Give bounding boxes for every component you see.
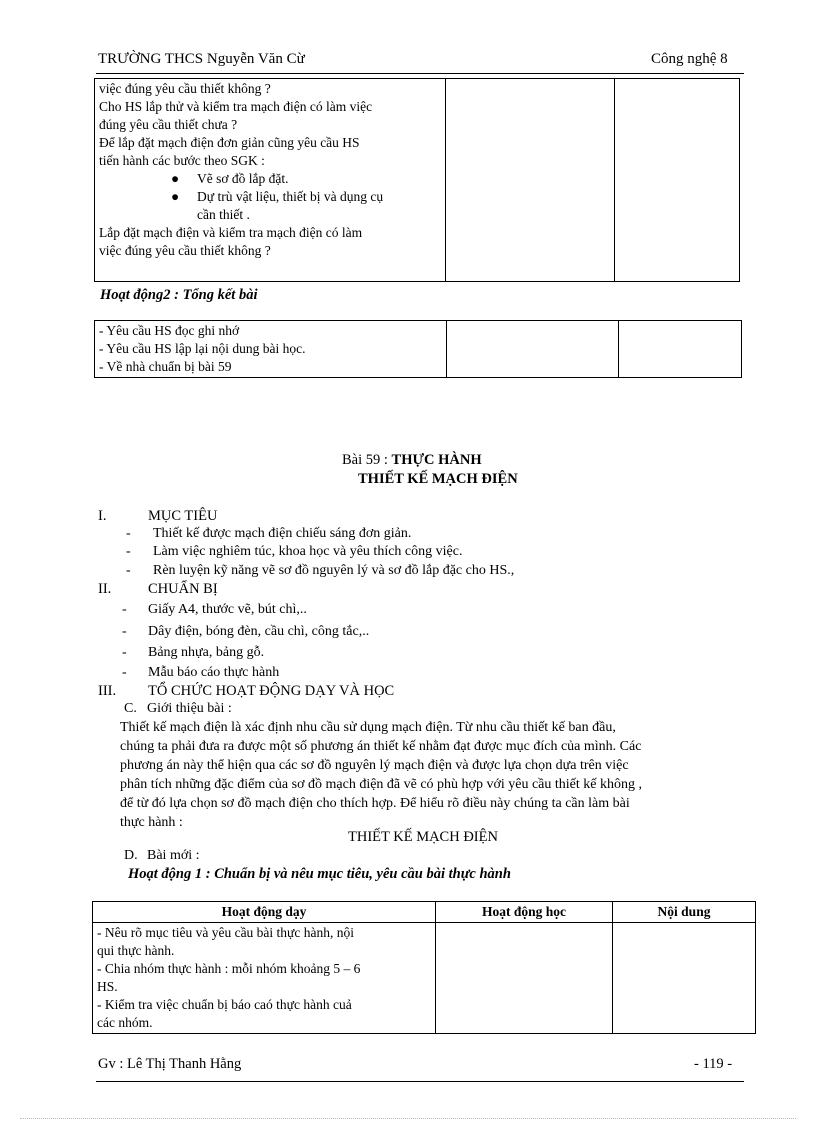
section1-numeral: I.: [98, 508, 107, 524]
table1-line: việc đúng yêu cầu thiết không ?: [99, 243, 271, 258]
activity1-heading: Hoạt động 1 : Chuẩn bị và nêu mục tiêu, yêu cầu bài thực hành: [128, 866, 511, 882]
section2-numeral: II.: [98, 581, 112, 597]
learning-cell: [446, 79, 615, 282]
header-subject: Công nghệ 8: [651, 51, 728, 67]
new-lesson-title: Bài mới :: [147, 848, 200, 863]
intro-title: Giới thiệu bài :: [147, 701, 232, 716]
header-school: TRƯỜNG THCS Nguyễn Văn Cừ: [98, 51, 305, 67]
footer-page-number: - 119 -: [694, 1056, 733, 1072]
bullet-icon: ●: [171, 171, 180, 186]
activity1-learning-cell: [436, 923, 613, 1034]
table3-line: - Chia nhóm thực hành : mỗi nhóm khoảng 5 – 6: [97, 961, 361, 976]
section3-title: TỔ CHỨC HOẠT ĐỘNG DẠY VÀ HỌC: [148, 683, 395, 699]
table2-line: - Về nhà chuẩn bị bài 59: [99, 359, 232, 374]
table1-line: tiến hành các bước theo SGK :: [99, 153, 265, 168]
section1-title: MỤC TIÊU: [148, 508, 218, 524]
table3-line: - Nêu rõ mục tiêu và yêu cầu bài thực hành, nội: [97, 925, 354, 940]
table1-bullet-cont: cần thiết .: [197, 207, 250, 222]
section1-item: - Làm việc nghiêm túc, khoa học và yêu thích công việc.: [126, 544, 463, 559]
summary-table: [94, 320, 742, 378]
table1-line: Để lắp đặt mạch điện đơn giản cũng yêu cầu HS: [99, 135, 360, 150]
section2-item: - Giấy A4, thước vẽ, bút chì,..: [122, 602, 307, 617]
intro-paragraph: [120, 718, 740, 832]
section2-item: - Dây điện, bóng đèn, cầu chì, công tắc,..: [122, 624, 370, 639]
table1-bullet: ● Dự trù vật liệu, thiết bị và dụng cụ: [171, 189, 384, 204]
summary-learning-cell: [447, 321, 619, 378]
summary-content-cell: [619, 321, 742, 378]
lesson-subtitle: THIẾT KẾ MẠCH ĐIỆN: [358, 471, 518, 487]
activity2-heading: Hoạt động2 : Tổng kết bài: [100, 287, 258, 303]
activity1-content-cell: [613, 923, 756, 1034]
section2-title: CHUẨN BỊ: [148, 581, 218, 597]
teaching-cell: [95, 79, 446, 282]
content-cell: [615, 79, 740, 282]
section1-item: - Thiết kế được mạch điện chiếu sáng đơn giản.: [126, 526, 412, 541]
activity-table-continued: [94, 78, 740, 282]
table3-line: - Kiểm tra việc chuẩn bị báo caó thực hành cuả: [97, 997, 352, 1012]
practice-title: THIẾT KẾ MẠCH ĐIỆN: [348, 829, 498, 845]
table2-line: - Yêu cầu HS lập lại nội dung bài học.: [99, 341, 306, 356]
table1-line: Lắp đặt mạch điện và kiểm tra mạch điện có làm: [99, 225, 363, 240]
intro-line: phân tích những đặc điểm của sơ đồ mạch điện đã vẽ có phù hợp với yêu cầu thiết kế không ,: [120, 777, 642, 792]
summary-teaching-cell: [95, 321, 447, 378]
table2-line: - Yêu cầu HS đọc ghi nhớ: [99, 323, 240, 338]
section2-item: - Bảng nhựa, bảng gỗ.: [122, 645, 265, 660]
page-break-line: [20, 1118, 796, 1119]
table1-line: việc đúng yêu cầu thiết không ?: [99, 81, 271, 96]
intro-line: chúng ta phải đưa ra được một số phương án thiết kế nhằm đạt được mục đích của mình. Các: [120, 739, 642, 754]
activity1-table: [92, 901, 756, 1034]
lesson-title: Bài 59 : THỰC HÀNH: [342, 452, 482, 468]
col-header-teaching: Hoạt động dạy: [93, 902, 436, 923]
section2-item: - Mẫu báo cáo thực hành: [122, 665, 280, 680]
footer-teacher: Gv : Lê Thị Thanh Hằng: [98, 1056, 242, 1072]
section3-numeral: III.: [98, 683, 117, 699]
table1-line: Cho HS lắp thử và kiểm tra mạch điện có làm việc: [99, 99, 373, 114]
table3-line: qui thực hành.: [97, 943, 175, 958]
table1-bullet: ● Vẽ sơ đồ lắp đặt.: [171, 171, 289, 186]
table3-line: các nhóm.: [97, 1015, 153, 1030]
intro-line: Thiết kế mạch điện là xác định nhu cầu sử dụng mạch điện. Từ nhu cầu thiết kế ban đầu,: [120, 720, 616, 735]
intro-line: phương án này thể hiện qua các sơ đồ nguyên lý mạch điện và được lựa chọn dựa trên việc: [120, 758, 629, 773]
section1-item: - Rèn luyện kỹ năng vẽ sơ đồ nguyên lý và sơ đồ lắp đặc cho HS.,: [126, 563, 515, 578]
table1-line: đúng yêu cầu thiết chưa ?: [99, 117, 238, 132]
intro-line: để từ đó lựa chọn sơ đồ mạch điện cho thích hợp. Để hiểu rõ điều này chúng ta cần làm bài: [120, 796, 630, 811]
bullet-icon: ●: [171, 189, 180, 204]
new-lesson-label: D.: [124, 848, 138, 863]
header-rule: [96, 73, 744, 74]
intro-line: thực hành :: [120, 815, 183, 830]
col-header-learning: Hoạt động học: [436, 902, 613, 923]
activity1-teaching-cell: [93, 923, 436, 1034]
table3-line: HS.: [97, 979, 118, 994]
intro-label: C.: [124, 701, 137, 716]
col-header-content: Nội dung: [613, 902, 756, 923]
footer-rule: [96, 1081, 744, 1082]
